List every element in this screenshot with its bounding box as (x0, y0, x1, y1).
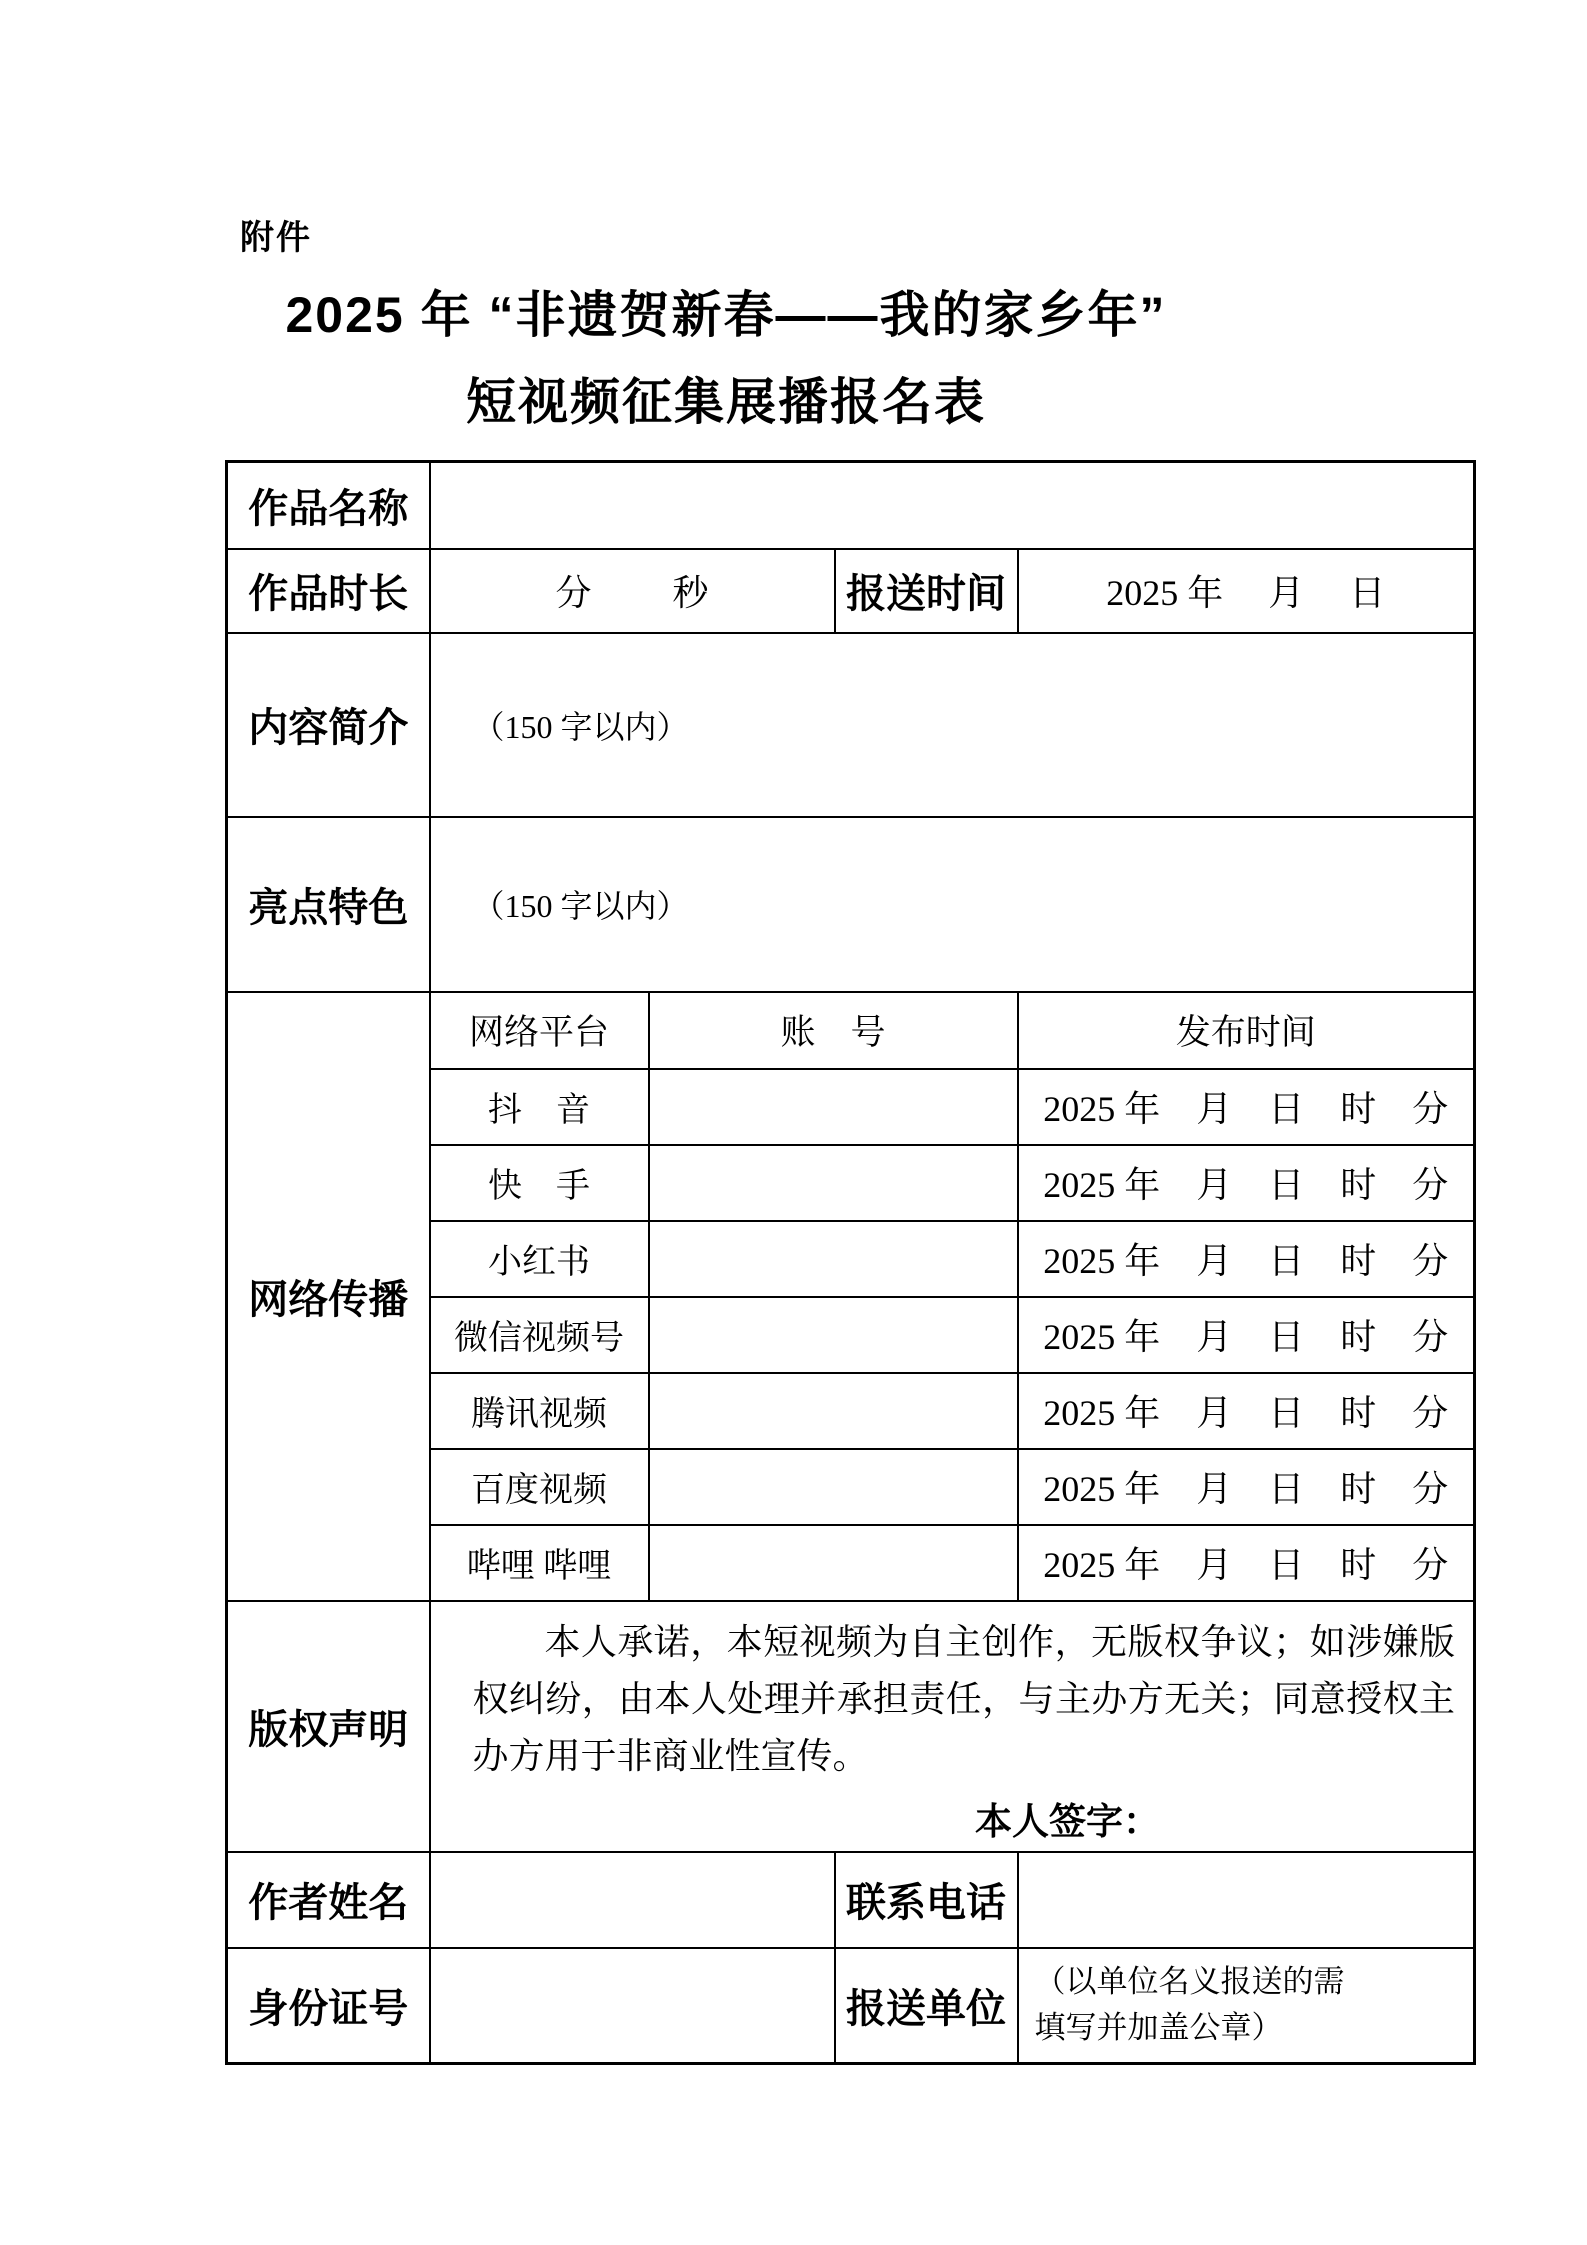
platform-name-bilibili: 哔哩 哔哩 (430, 1525, 649, 1601)
table-row (227, 549, 1475, 633)
work-duration-label: 作品时长 (227, 549, 430, 633)
page-title (0, 272, 1452, 446)
registration-form-table (225, 460, 1476, 2065)
table-row (227, 633, 1475, 817)
highlights-input-cell[interactable]: （150 字以内） (430, 817, 1475, 992)
platform-name-kuaishou: 快 手 (430, 1145, 649, 1221)
account-input-cell[interactable] (649, 1297, 1018, 1373)
platform-name-tencent-video: 腾讯视频 (430, 1373, 649, 1449)
network-section-label: 网络传播 (227, 992, 430, 1601)
copyright-label: 版权声明 (227, 1601, 430, 1852)
publish-time-input-cell[interactable]: 2025 年 月 日 时 分 (1018, 1221, 1475, 1297)
account-input-cell[interactable] (649, 1145, 1018, 1221)
submit-time-input-cell[interactable]: 2025 年 月 日 (1018, 549, 1475, 633)
id-number-label: 身份证号 (227, 1948, 430, 2064)
author-name-input-cell[interactable] (430, 1852, 835, 1948)
signature-label: 本人签字： (975, 1801, 1160, 1843)
platform-column-header: 网络平台 (430, 992, 649, 1069)
account-input-cell[interactable] (649, 1069, 1018, 1145)
publish-time-input-cell[interactable]: 2025 年 月 日 时 分 (1018, 1373, 1475, 1449)
table-row (227, 462, 1475, 549)
page-title-line2: 短视频征集展播报名表 (466, 374, 986, 430)
publish-time-input-cell[interactable]: 2025 年 月 日 时 分 (1018, 1525, 1475, 1601)
table-row (227, 817, 1475, 992)
account-input-cell[interactable] (649, 1525, 1018, 1601)
table-row (227, 1948, 1475, 2064)
platform-name-douyin: 抖 音 (430, 1069, 649, 1145)
table-row (227, 992, 1475, 1069)
table-row (227, 1852, 1475, 1948)
work-duration-input-cell[interactable]: 分 秒 (430, 549, 835, 633)
publish-time-input-cell[interactable]: 2025 年 月 日 时 分 (1018, 1297, 1475, 1373)
author-name-label: 作者姓名 (227, 1852, 430, 1948)
table-row (227, 1601, 1475, 1852)
submit-unit-label: 报送单位 (835, 1948, 1018, 2064)
contact-phone-label: 联系电话 (835, 1852, 1018, 1948)
contact-phone-input-cell[interactable] (1018, 1852, 1475, 1948)
account-input-cell[interactable] (649, 1221, 1018, 1297)
account-input-cell[interactable] (649, 1373, 1018, 1449)
platform-name-weixin-channels: 微信视频号 (430, 1297, 649, 1373)
account-column-header: 账 号 (649, 992, 1018, 1069)
copyright-statement: 本人承诺，本短视频为自主创作，无版权争议；如涉嫌版权纠纷，由本人处理并承担责任，与主办方无关；同意授权主办方用于非商业性宣传。 (472, 1621, 1455, 1776)
account-input-cell[interactable] (649, 1449, 1018, 1525)
publish-time-input-cell[interactable]: 2025 年 月 日 时 分 (1018, 1145, 1475, 1221)
highlights-label: 亮点特色 (227, 817, 430, 992)
work-name-input-cell[interactable] (430, 462, 1475, 549)
work-name-label: 作品名称 (227, 462, 430, 549)
attachment-label: 附件 (240, 219, 312, 257)
publish-time-input-cell[interactable]: 2025 年 月 日 时 分 (1018, 1069, 1475, 1145)
platform-name-baidu-video: 百度视频 (430, 1449, 649, 1525)
content-intro-input-cell[interactable]: （150 字以内） (430, 633, 1475, 817)
submit-unit-note: （以单位名义报送的需填写并加盖公章） (1034, 1964, 1345, 2046)
copyright-statement-cell (430, 1601, 1475, 1852)
publish-time-column-header: 发布时间 (1018, 992, 1475, 1069)
publish-time-input-cell[interactable]: 2025 年 月 日 时 分 (1018, 1449, 1475, 1525)
content-intro-label: 内容简介 (227, 633, 430, 817)
submit-unit-input-cell[interactable] (1018, 1948, 1475, 2064)
platform-name-xiaohongshu: 小红书 (430, 1221, 649, 1297)
id-number-input-cell[interactable] (430, 1948, 835, 2064)
submit-time-label: 报送时间 (835, 549, 1018, 633)
page-title-line1: 2025 年 “非遗贺新春——我的家乡年” (285, 287, 1167, 343)
